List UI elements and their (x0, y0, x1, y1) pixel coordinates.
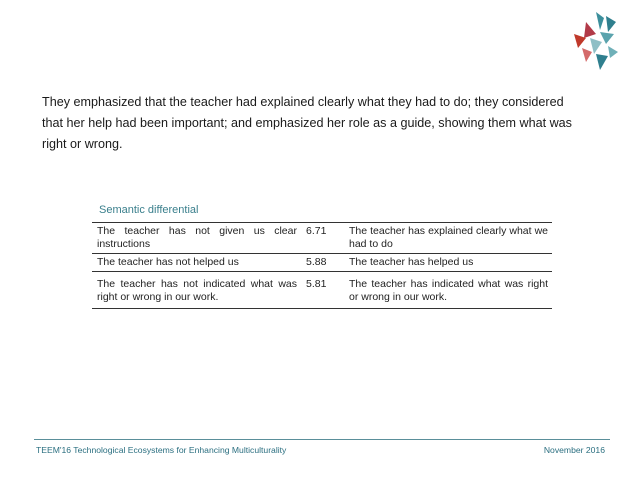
positive-statement: The teacher has explained clearly what we had to do (349, 225, 548, 250)
paragraph-line: They emphasized that the teacher had explained clearly what they had to do; they considered (42, 95, 564, 109)
logo-shard (582, 48, 592, 62)
score-value: 5.81 (306, 278, 327, 290)
teem-logo-icon (556, 8, 622, 74)
table-row (92, 254, 552, 272)
negative-statement: The teacher has not given us clear instructions (97, 225, 297, 250)
score-value: 6.71 (306, 225, 327, 237)
negative-statement: The teacher has not helped us (97, 256, 239, 268)
logo-shard (596, 12, 604, 30)
table-row (92, 272, 552, 309)
negative-statement: The teacher has not indicated what was right or wrong in our work. (97, 278, 297, 303)
score-value: 5.88 (306, 256, 327, 268)
body-paragraph (42, 92, 598, 155)
footer-divider (34, 439, 610, 440)
footer-date: November 2016 (543, 445, 605, 455)
logo-shard (574, 34, 586, 48)
logo-shard (590, 38, 602, 54)
logo-shard (596, 54, 608, 70)
footer-conference-title: TEEM'16 Technological Ecosystems for Enhancing Multiculturality (36, 445, 287, 455)
logo-shard (608, 46, 618, 58)
paragraph-line: that her help had been important; and emphasized her role as a guide, showing them what was (42, 116, 572, 130)
semantic-differential-table (92, 222, 552, 309)
positive-statement: The teacher has helped us (349, 256, 474, 268)
logo-shard (584, 22, 596, 38)
logo-shard (600, 32, 614, 44)
paragraph-line: right or wrong. (42, 137, 123, 151)
logo-shard (606, 16, 616, 32)
positive-statement: The teacher has indicated what was right or wrong in our work. (349, 278, 548, 303)
table-row (92, 223, 552, 254)
semantic-differential-label: Semantic differential (99, 204, 199, 216)
